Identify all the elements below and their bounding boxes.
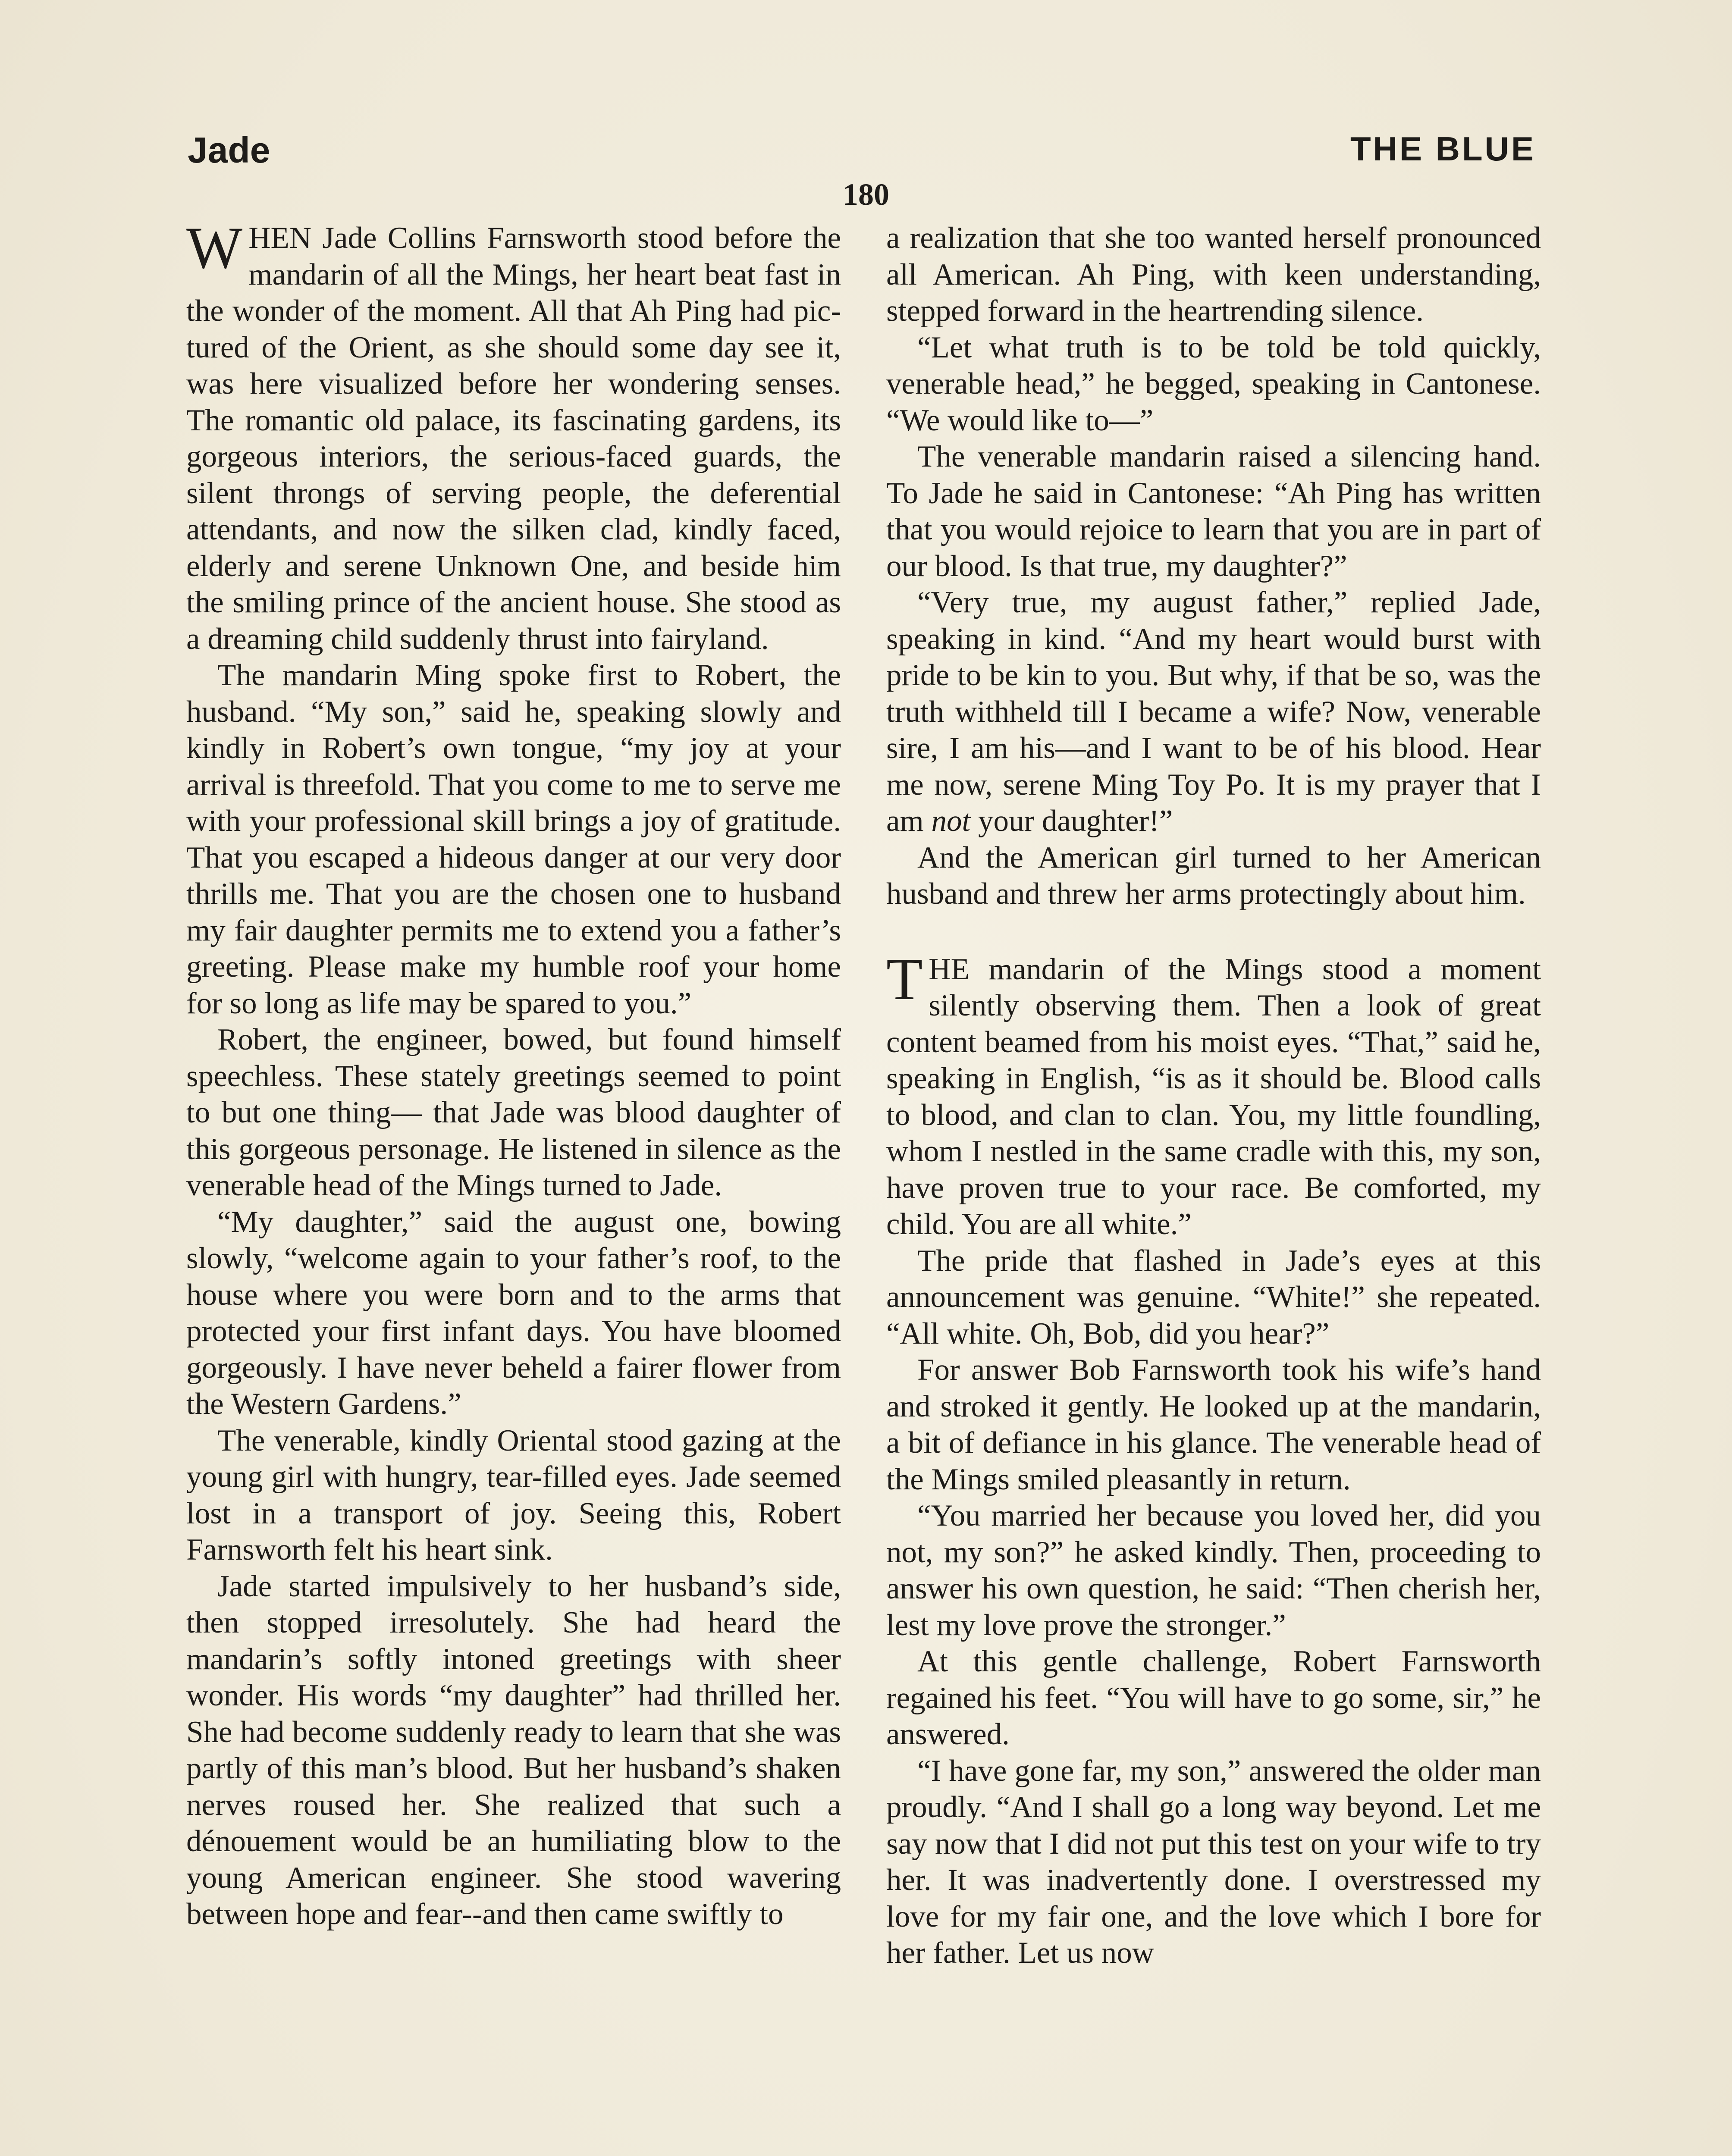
drop-cap: T	[886, 946, 923, 1012]
story-title: Jade	[188, 130, 270, 170]
paragraph: The mandarin Ming spoke first to Robert, the husband. “My son,” said he, speaking slowly and kindly in Robert’s own tongue, “my joy at your arrival is threefold. That you come to me to serve me with your professional skill brings a joy of gratitude. That you escaped a hideous danger at our very door thrills me. That you are the chosen one to husband my fair daughter permits me to extend you a father’s greeting. Please make my humble roof your home for so long as life may be spared to you.”	[186, 658, 841, 1020]
emphasis-text: not	[931, 804, 971, 838]
paragraph: The venerable mandarin raised a silencing hand. To Jade he said in Cantonese: “Ah Ping has written that you would rejoice to learn that you are in part of our blood. Is that true, my daughter?”	[886, 440, 1541, 583]
paragraph: At this gentle challenge, Robert Farnsworth regained his feet. “You will have to go some, sir,” he answered.	[886, 1645, 1541, 1751]
paragraph: The venerable, kindly Oriental stood gazing at the young girl with hungry, tear-filled eyes. Jade seemed lost in a transport of joy. Seeing this, Robert Farnsworth felt his heart sink.	[186, 1423, 841, 1567]
paragraph: And the American girl turned to her American husband and threw her arms protectingly about him.	[886, 840, 1541, 911]
section-opening-paragraph	[886, 946, 1541, 1243]
paragraph	[886, 584, 1541, 840]
continued-paragraph: a realization that she too wanted herself pronounced all American. Ah Ping, with keen understanding, stepped forward in the heartrending silence.	[886, 221, 1541, 328]
paragraph: Robert, the engineer, bowed, but found himself speechless. These stately greetings seemed to point to but one thing— that Jade was blood daughter of this gorgeous personage. He listened in silence as the venerable head of the Mings turned to Jade.	[186, 1023, 841, 1202]
opening-paragraph	[186, 215, 841, 657]
paragraph-text: HE mandarin of the Mings stood a moment silently observing them. Then a look of great content beamed from his moist eyes. “That,” said he, speaking in English, “is as it should be. Blood calls to blood, and clan to clan. You, my little foundling, whom I nestled in the same cradle with this, my son, have proven true to your race. Be comforted, my child. You are all white.”	[886, 952, 1541, 1241]
paragraph: “My daughter,” said the august one, bowing slowly, “welcome again to your father’s roof, to the house where you were born and to the arms that protected your first infant days. You have bloomed gorgeously. I have never beheld a fairer flower from the Western Gardens.”	[186, 1205, 841, 1421]
paragraph: Jade started impulsively to her husband’s side, then stopped irresolutely. She had heard the mandarin’s softly intoned greetings with sheer wonder. His words “my daughter” had thrilled her. She had become suddenly ready to learn that she was partly of this man’s blood. But her husband’s shaken nerves roused her. She realized that such a dénouement would be an humiliating blow to the young American engineer. She stood wavering between hope and fear--and then came swiftly to	[186, 1569, 841, 1931]
drop-cap: W	[186, 215, 243, 281]
paragraph-text: HEN Jade Collins Farnsworth stood before the mandarin of all the Mings, her heart beat fast in the wonder of the moment. All that Ah Ping had pictured of the Orient, as she should some day see it, was here visualized before her wondering senses. The romantic old palace, its fascinating gardens, its gorgeous interiors, the serious-faced guards, the silent throngs of serving people, the deferential attendants, and now the silken clad, kindly faced, elderly and serene Unknown One, and beside him the smiling prince of the ancient house. She stood as a dreaming child suddenly thrust into fairyland.	[186, 221, 841, 656]
paragraph: “I have gone far, my son,” answered the older man proudly. “And I shall go a long way beyond. Let me say now that I did not put this test on your wife to try her. It was inadvertently done. I overstressed my love for my fair one, and the love which I bore for her father. Let us now	[886, 1754, 1541, 1970]
text-column-left	[186, 215, 841, 1933]
paragraph: “Let what truth is to be told be told quickly, venerable head,” he begged, speaking in Cantonese. “We would like to—”	[886, 330, 1541, 437]
text-column-right	[886, 220, 1541, 1971]
paragraph: The pride that flashed in Jade’s eyes at this announcement was genuine. “White!” she repeated. “All white. Oh, Bob, did you hear?”	[886, 1244, 1541, 1351]
paragraph: For answer Bob Farnsworth took his wife’s hand and stroked it gently. He looked up at the mandarin, a bit of defiance in his glance. The venerable head of the Mings smiled pleasantly in return.	[886, 1353, 1541, 1496]
paragraph-text: “Very true, my august father,” replied Jade, speaking in kind. “And my heart would burst with pride to be kin to you. But why, if that be so, was the truth withheld till I became a wife? Now, venerable sire, I am his—and I want to be of his blood. Hear me now, serene Ming Toy Po. It is my prayer that I am	[886, 586, 1541, 838]
page-number: 180	[843, 177, 889, 212]
paragraph-text: your daughter!”	[970, 804, 1173, 838]
paragraph: “You married her because you loved her, did you not, my son?” he asked kindly. Then, proceeding to answer his own question, he said: “Then cherish her, lest my love prove the stronger.”	[886, 1499, 1541, 1642]
magazine-title: THE BLUE	[1350, 130, 1536, 168]
